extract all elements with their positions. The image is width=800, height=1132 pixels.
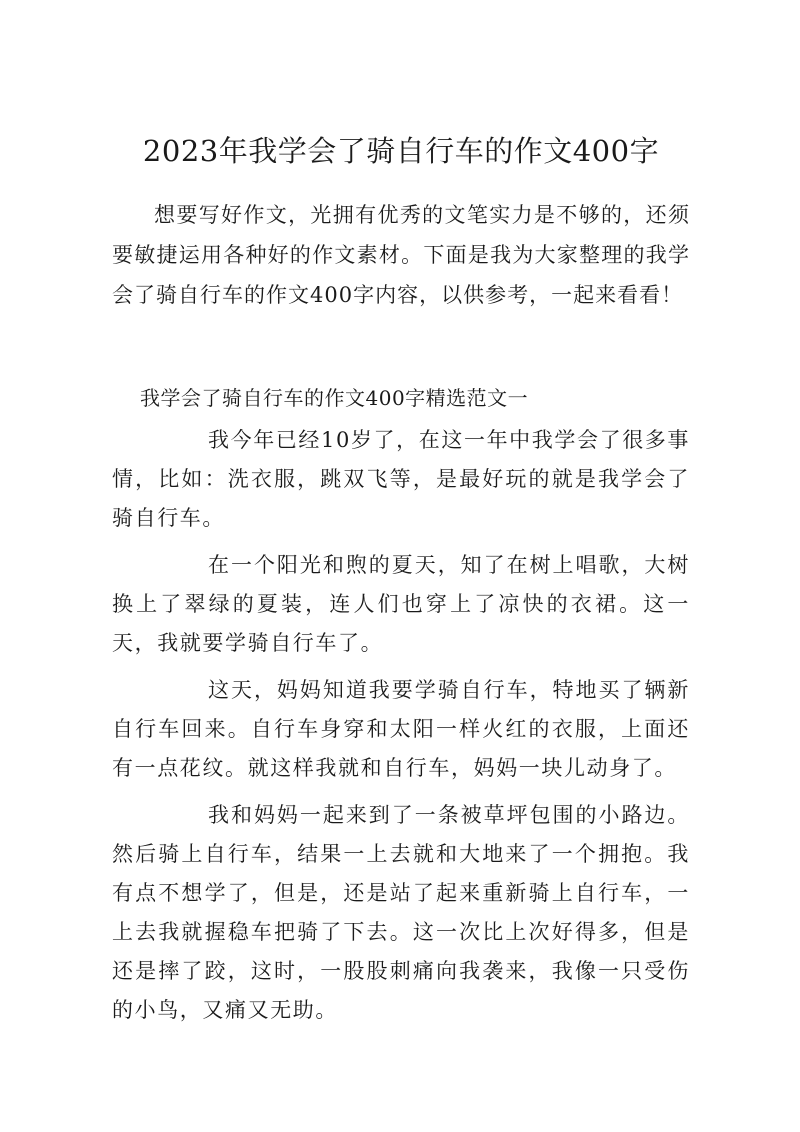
body-paragraph-1: 我今年已经10岁了，在这一年中我学会了很多事情，比如：洗衣服，跳双飞等，是最好玩的就是我学会了骑自行车。 bbox=[112, 428, 690, 530]
document-title: 2023年我学会了骑自行车的作文400字 bbox=[142, 134, 660, 168]
body-paragraph-4: 我和妈妈一起来到了一条被草坪包围的小路边。然后骑上自行车，结果一上去就和大地来了一个拥抱。我有点不想学了，但是，还是站了起来重新骑上自行车，一上去我就握稳车把骑了下去。这一次比上次好得多，但是还是摔了跤，这时，一股股刺痛向我袭来，我像一只受伤的小鸟，又痛又无助。 bbox=[112, 803, 690, 1022]
section-heading: 我学会了骑自行车的作文400字精选范文一 bbox=[140, 386, 529, 410]
body-paragraph-2: 在一个阳光和煦的夏天，知了在树上唱歌，大树换上了翠绿的夏装，连人们也穿上了凉快的衣裙。这一天，我就要学骑自行车了。 bbox=[112, 553, 690, 655]
intro-paragraph: 想要写好作文，光拥有优秀的文笔实力是不够的，还须要敏捷运用各种好的作文素材。下面是我为大家整理的我学会了骑自行车的作文400字内容，以供参考，一起来看看！ bbox=[112, 203, 690, 307]
body-paragraph-3: 这天，妈妈知道我要学骑自行车，特地买了辆新自行车回来。自行车身穿和太阳一样火红的衣服，上面还有一点花纹。就这样我就和自行车，妈妈一块儿动身了。 bbox=[112, 678, 690, 780]
